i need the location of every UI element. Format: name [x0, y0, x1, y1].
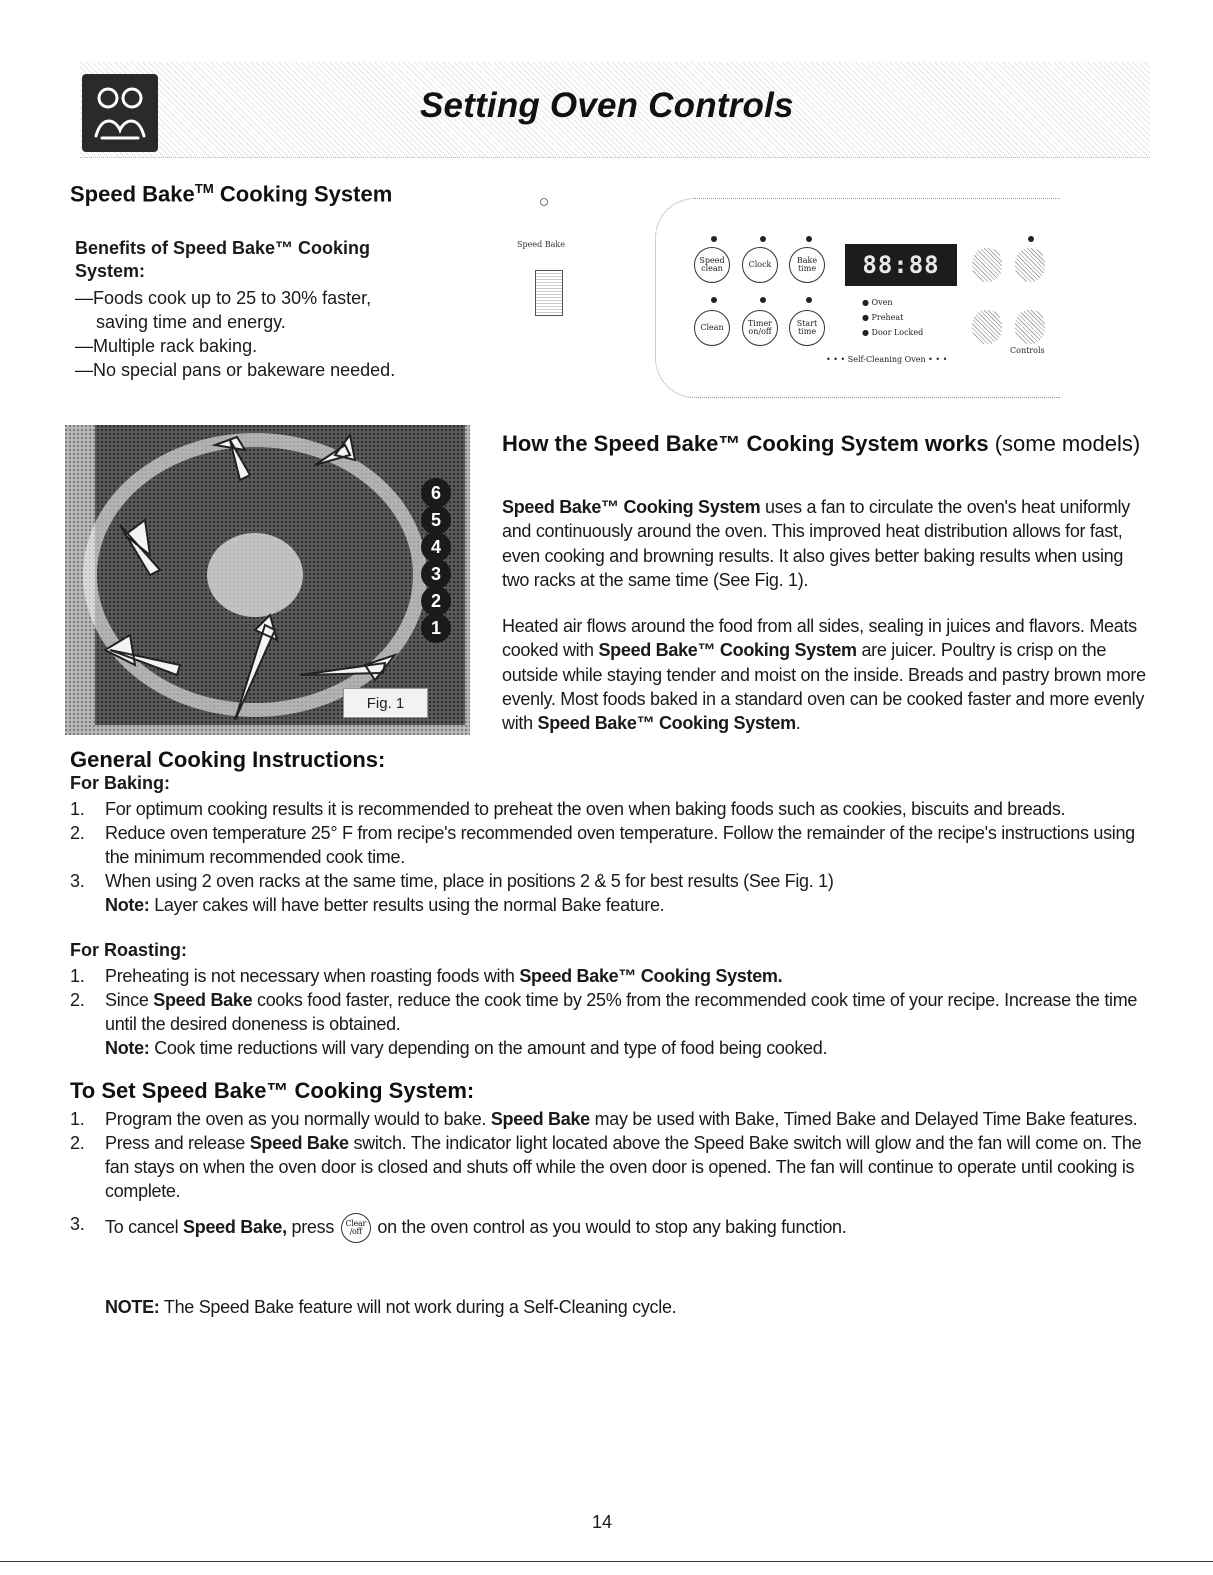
list-item: 3. When using 2 oven racks at the same time, place in positions 2 & 5 for best results (See Fig. 1) Note: Layer cakes will have better results using the normal Bake feature. — [70, 870, 834, 915]
indicator-dot — [806, 236, 812, 242]
bake-time-button: Bake time — [789, 247, 825, 283]
how-it-works-paragraph-1: Speed Bake™ Cooking System uses a fan to circulate the oven's heat uniformly and continuously around the oven. This improved heat distribution allows for fast, even cooking and browning results. It also gives better baking results when using two racks at the same time (See Fig. 1). — [502, 497, 1130, 590]
for-baking-heading: For Baking: — [70, 773, 171, 793]
list-item: 1. Program the oven as you normally would to bake. Speed Bake may be used with Bake, Timed Bake and Delayed Time Bake features. — [70, 1109, 1138, 1129]
for-roasting-heading: For Roasting: — [70, 940, 187, 960]
rack-position-2: 2 — [421, 586, 451, 616]
indicator-light — [540, 198, 548, 206]
page-title: Setting Oven Controls — [420, 86, 794, 125]
self-cleaning-note: NOTE: The Speed Bake feature will not work during a Self-Cleaning cycle. — [105, 1297, 677, 1317]
list-item: —Multiple rack baking. — [75, 335, 258, 356]
controls-label: Controls — [1010, 346, 1045, 355]
rack-position-6: 6 — [421, 478, 451, 508]
benefits-list — [75, 287, 425, 383]
list-item: 2. Press and release Speed Bake switch. The indicator light located above the Speed Bake switch will glow and the fan will come on. The fan stays on when the oven door is closed and shuts off while the oven door is opened. The fan will continue to operate until cooking is complete. — [70, 1132, 1142, 1201]
oven-controls-icon — [82, 74, 158, 152]
oven-indicator: ● Oven — [862, 298, 893, 307]
rack-position-3: 3 — [421, 559, 451, 589]
speed-bake-switch — [535, 270, 563, 316]
speed-bake-title: Speed Bake™ Cooking System — [70, 181, 393, 207]
rack-position-5: 5 — [421, 505, 451, 535]
list-item: 3. To cancel Speed Bake, press Clear /off on the oven control as you would to stop any baking function. — [70, 1213, 1150, 1243]
start-time-button: Start time — [789, 310, 825, 346]
page-number: 14 — [592, 1512, 613, 1532]
rack-position-4: 4 — [421, 532, 451, 562]
door-locked-indicator: ● Door Locked — [862, 328, 924, 337]
clean-button: Clean — [694, 310, 730, 346]
knob — [1015, 310, 1045, 344]
indicator-dot — [1028, 236, 1034, 242]
list-item: —No special pans or bakeware needed. — [75, 359, 396, 380]
how-it-works-paragraph-2: Heated air flows around the food from all sides, sealing in juices and flavors. Meats cooked with Speed Bake™ Cooking System are juicer. Poultry is crisp on the outside while staying tender and moist on the inside. Breads and pastry brown more evenly. Most foods baked in a standard oven can be cooked faster and more evenly with Speed Bake™ Cooking System. — [502, 616, 1146, 734]
figure-label: Fig. 1 — [343, 688, 428, 718]
list-item: 2. Reduce oven temperature 25° F from recipe's recommended oven temperature. Follow the remainder of the recipe's instructions using the minimum recommended cook time. — [70, 822, 1135, 867]
list-item: —Foods cook up to 25 to 30% faster, saving time and energy. — [75, 288, 372, 332]
indicator-dot — [760, 297, 766, 303]
indicator-dot — [711, 297, 717, 303]
set-steps — [70, 1108, 1150, 1243]
clock-button: Clock — [742, 247, 778, 283]
list-item: 1. Preheating is not necessary when roasting foods with Speed Bake™ Cooking System. — [70, 966, 783, 986]
preheat-indicator: ● Preheat — [862, 313, 904, 322]
indicator-dot — [760, 236, 766, 242]
indicator-dot — [711, 236, 717, 242]
knob — [972, 310, 1002, 344]
indicator-dot — [806, 297, 812, 303]
list-item: 1. For optimum cooking results it is recommended to preheat the oven when baking foods such as cookies, biscuits and breads. — [70, 799, 1066, 819]
knob — [972, 248, 1002, 282]
control-display: 88:88 — [845, 244, 957, 286]
benefits-heading: Benefits of Speed Bake™ Cooking System: — [75, 238, 371, 282]
baking-steps — [70, 798, 1150, 918]
speed-bake-switch-label: Speed Bake — [517, 240, 565, 249]
self-cleaning-label: • • • Self-Cleaning Oven • • • — [826, 355, 948, 364]
knob — [1015, 248, 1045, 282]
rack-position-1: 1 — [421, 613, 451, 643]
roasting-steps — [70, 965, 1150, 1061]
timer-button: Timer on/off — [742, 310, 778, 346]
list-item: 2. Since Speed Bake cooks food faster, reduce the cook time by 25% from the recommended cook time of your recipe. Increase the time until the desired doneness is obtained. Note: Cook time reductions will vary depending on the amount and type of food being cooked. — [70, 989, 1138, 1058]
speed-clean-button: Speed clean — [694, 247, 730, 283]
divider — [0, 1561, 1213, 1562]
general-instructions-title: General Cooking Instructions: — [70, 747, 386, 772]
clear-off-button-icon: Clear /off — [341, 1213, 371, 1243]
how-it-works-title: How the Speed Bake™ Cooking System works (some models) — [502, 431, 1141, 456]
to-set-title: To Set Speed Bake™ Cooking System: — [70, 1078, 475, 1103]
